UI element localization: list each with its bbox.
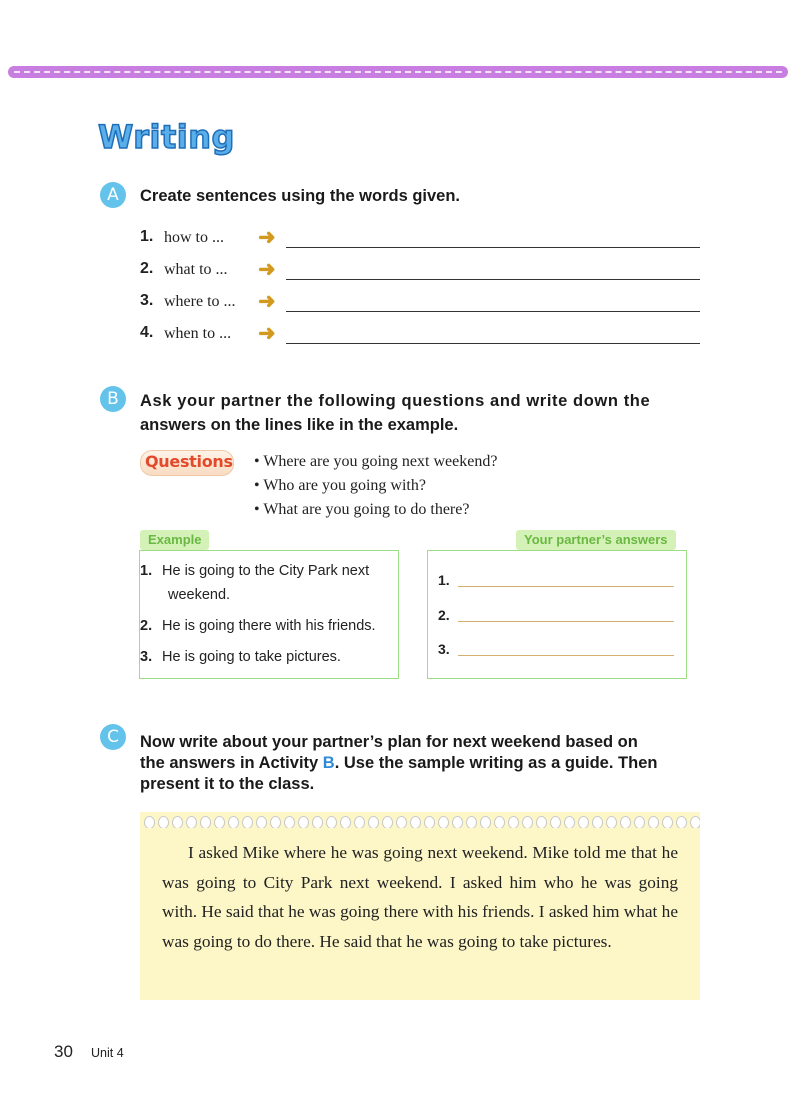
spiral-hole	[508, 816, 519, 828]
answer-number: 3.	[140, 649, 153, 665]
spiral-hole	[578, 816, 589, 828]
answer-number: 2.	[438, 607, 450, 623]
instruction-c-line1: Now write about your partner’s plan for next weekend based on	[140, 733, 638, 751]
item-prompt: where to ...	[164, 293, 236, 310]
questions-label	[140, 450, 234, 476]
page-number: 30	[54, 1042, 73, 1061]
item-number: 2.	[140, 260, 154, 277]
spiral-hole	[648, 816, 659, 828]
item-number: 3.	[140, 292, 154, 309]
spiral-hole	[214, 816, 225, 828]
instruction-c-line2	[140, 752, 657, 774]
notebook-spiral-holes	[140, 812, 700, 828]
answer-line[interactable]	[286, 279, 700, 280]
instruction-c-text: . Use the sample writing as a guide. Then	[334, 754, 658, 772]
spiral-hole	[662, 816, 673, 828]
item-prompt: what to ...	[164, 261, 228, 278]
spiral-hole	[256, 816, 267, 828]
spiral-hole	[284, 816, 295, 828]
spiral-hole	[606, 816, 617, 828]
exercise-row-1	[140, 228, 700, 250]
section-title: Writing	[98, 118, 235, 156]
spiral-hole	[382, 816, 393, 828]
answer-line[interactable]	[286, 247, 700, 248]
exercise-row-2	[140, 260, 700, 282]
spiral-hole	[326, 816, 337, 828]
spiral-hole	[228, 816, 239, 828]
answer-line[interactable]	[286, 343, 700, 344]
item-prompt: how to ...	[164, 229, 224, 246]
sample-writing-text: I asked Mike where he was going next weekend. Mike told me that he was going to City Park next weekend. I asked him who he was going with. He said that he was going there with his friends. I asked him what he was going to do there. He said that he was going to take pictures.	[162, 843, 678, 951]
answer-text: He is going there with his friends.	[162, 618, 376, 634]
exercise-row-3	[140, 292, 700, 314]
spiral-hole	[340, 816, 351, 828]
spiral-hole	[522, 816, 533, 828]
instruction-c-text: the answers in Activity	[140, 754, 323, 772]
spiral-hole	[620, 816, 631, 828]
spiral-hole	[592, 816, 603, 828]
spiral-hole	[634, 816, 645, 828]
answer-number: 1.	[140, 563, 153, 579]
badge-b: B	[100, 386, 126, 412]
instruction-c-line3: present it to the class.	[140, 775, 315, 793]
partner-answer-row-2	[438, 607, 674, 623]
spiral-hole	[186, 816, 197, 828]
example-answer-1-cont: weekend.	[168, 587, 231, 603]
spiral-hole	[452, 816, 463, 828]
question-item: • Who are you going with?	[254, 474, 497, 498]
answer-line[interactable]	[458, 621, 674, 622]
partner-answers-tab: Your partner’s answers	[516, 530, 676, 550]
spiral-hole	[676, 816, 687, 828]
answer-line[interactable]	[458, 655, 674, 656]
spiral-hole	[564, 816, 575, 828]
spiral-hole	[312, 816, 323, 828]
activity-b-reference: B	[322, 754, 335, 772]
partner-answer-row-1	[438, 572, 674, 588]
exercise-row-4	[140, 324, 700, 346]
spiral-hole	[270, 816, 281, 828]
questions-label-text: Questions	[145, 452, 233, 471]
spiral-hole	[354, 816, 365, 828]
arrow-right-icon: ➜	[258, 226, 276, 249]
example-answer-3	[140, 646, 341, 668]
answer-line[interactable]	[286, 311, 700, 312]
answer-text: He is going to the City Park next	[162, 563, 370, 579]
item-number: 1.	[140, 228, 154, 245]
instruction-b-line1: Ask your partner the following questions and write down the	[140, 392, 651, 410]
spiral-hole	[172, 816, 183, 828]
spiral-hole	[368, 816, 379, 828]
example-answer-2	[140, 615, 376, 637]
badge-a: A	[100, 182, 126, 208]
spiral-hole	[200, 816, 211, 828]
spiral-hole	[396, 816, 407, 828]
spiral-hole	[438, 816, 449, 828]
answer-number: 3.	[438, 641, 450, 657]
spiral-hole	[494, 816, 505, 828]
partner-answer-row-3	[438, 641, 674, 657]
example-answer-1	[140, 560, 369, 582]
spiral-hole	[550, 816, 561, 828]
spiral-hole	[410, 816, 421, 828]
question-item: • What are you going to do there?	[254, 498, 497, 522]
question-list	[254, 450, 497, 522]
answer-number: 1.	[438, 572, 450, 588]
badge-c: C	[100, 724, 126, 750]
item-prompt: when to ...	[164, 325, 232, 342]
spiral-hole	[158, 816, 169, 828]
instruction-b-line2: answers on the lines like in the example.	[140, 416, 459, 434]
spiral-hole	[424, 816, 435, 828]
question-item: • Where are you going next weekend?	[254, 450, 497, 474]
spiral-hole	[690, 816, 700, 828]
arrow-right-icon: ➜	[258, 322, 276, 345]
spiral-hole	[242, 816, 253, 828]
answer-text: He is going to take pictures.	[162, 649, 341, 665]
spiral-hole	[144, 816, 155, 828]
decorative-top-band	[8, 66, 788, 78]
spiral-hole	[298, 816, 309, 828]
answer-number: 2.	[140, 618, 153, 634]
unit-label: Unit 4	[91, 1046, 124, 1060]
answer-line[interactable]	[458, 586, 674, 587]
item-number: 4.	[140, 324, 154, 341]
spiral-hole	[536, 816, 547, 828]
arrow-right-icon: ➜	[258, 290, 276, 313]
arrow-right-icon: ➜	[258, 258, 276, 281]
example-tab: Example	[140, 530, 209, 550]
spiral-hole	[480, 816, 491, 828]
instruction-a: Create sentences using the words given.	[140, 187, 461, 205]
spiral-hole	[466, 816, 477, 828]
